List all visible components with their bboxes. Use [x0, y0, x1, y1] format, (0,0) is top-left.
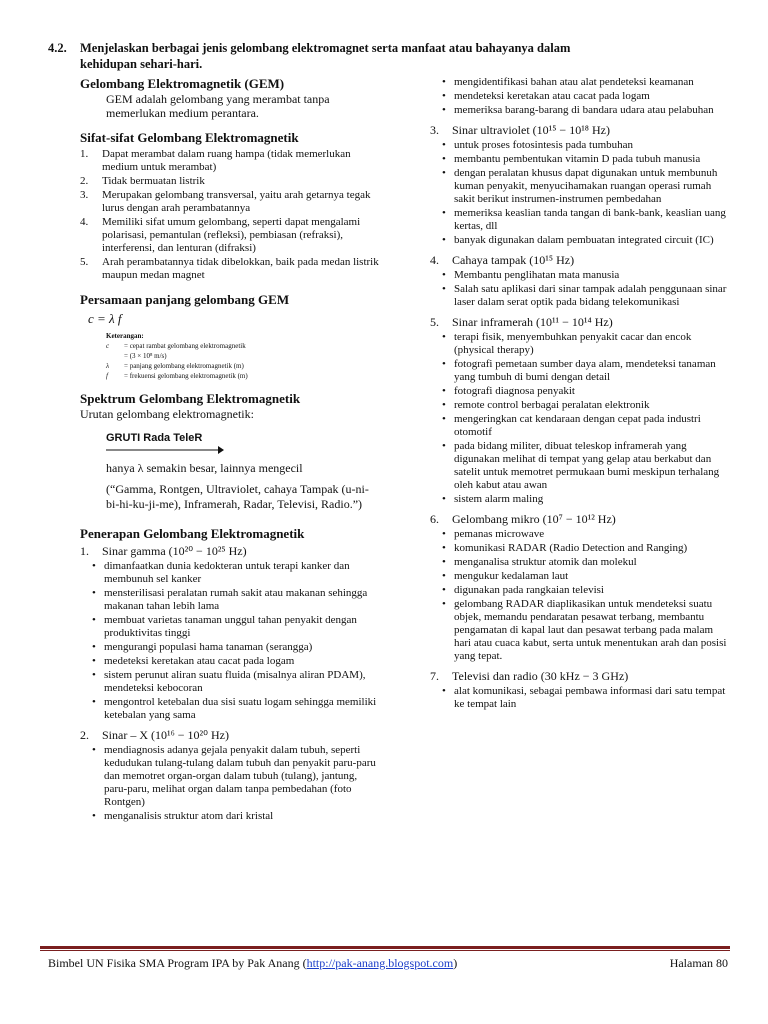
list-item: • pada bidang militer, dibuat teleskop inframerah yang digunakan melihat di tempat yang gelap atau berkabut dan satelit untuk memotret permukaan bumi meskipun terhalang oleh kabut atau awan — [430, 440, 730, 492]
list-item: • memeriksa barang-barang di bandara udara atau pelabuhan — [430, 104, 730, 117]
keterangan-row: = (3 × 10⁸ m/s) — [124, 352, 167, 360]
list-item: 2. Tidak bermuatan listrik — [80, 175, 205, 187]
list-item: • menganalisa struktur atomik dan molekul — [430, 556, 730, 569]
list-item: • mengeringkan cat kendaraan dengan cepat pada industri otomotif — [430, 413, 730, 439]
list-item: • banyak digunakan dalam pembuatan integrated circuit (IC) — [430, 234, 730, 247]
list-item: • mengidentifikasi bahan atau alat pendeteksi keamanan — [430, 76, 730, 89]
list-item: • mengontrol ketebalan dua sisi suatu logam sehingga memiliki ketebalan yang sama — [80, 696, 380, 722]
footer — [48, 955, 728, 971]
list-item: 1. Dapat merambat dalam ruang hampa (tidak memerlukan medium untuk merambat) — [80, 148, 351, 173]
list-item: • Membantu penglihatan mata manusia — [430, 269, 730, 282]
keterangan-row: λ = panjang gelombang elektromagnetik (m) — [106, 362, 244, 370]
list-item: • gelombang RADAR diaplikasikan untuk mendeteksi suatu objek, memandu pendaratan pesawat terbang, membantu pengamatan di kapal laut dan pesawat terbang pada malam hari atau cuaca kabut, serta untuk menentukan arah dan posisi yang tepat. — [430, 598, 730, 663]
inframerah-list — [430, 331, 730, 506]
list-item: • fotografi pemetaan sumber daya alam, mendeteksi tanaman yang tumbuh di bumi dengan detail — [430, 358, 730, 384]
spektrum-heading: Spektrum Gelombang Elektromagnetik — [80, 391, 301, 406]
sifat-heading: Sifat-sifat Gelombang Elektromagnetik — [80, 130, 299, 145]
list-item: 5. Arah perambatannya tidak dibelokkan, baik pada medan listrik maupun medan magnet — [80, 256, 379, 281]
list-item: • untuk proses fotosintesis pada tumbuhan — [430, 139, 730, 152]
keterangan-row: f = frekuensi gelombang elektromagnetik (m) — [106, 372, 248, 380]
section-number: 4.2. — [48, 41, 67, 55]
footer-rule-thin — [40, 950, 730, 951]
list-item: • sistem alarm maling — [430, 493, 730, 506]
penerapan-heading: Penerapan Gelombang Elektromagnetik — [80, 526, 305, 541]
spektrum-note: hanya λ semakin besar, lainnya mengecil — [106, 461, 303, 475]
list-item: • mendiagnosis adanya gejala penyakit dalam tubuh, seperti kedudukan tulang-tulang dalam tubuh dan penyakit paru-paru dan memotret organ-organ dalam tubuh (tulang), jantung, paru-paru, melihat organ dalam tanpa pembedahan (foto Rontgen) — [80, 744, 380, 809]
spektrum-intro: Urutan gelombang elektromagnetik: — [80, 407, 254, 421]
list-item: • dengan peralatan khusus dapat digunakan untuk membunuh kuman penyakit, menyucihamakan ruangan operasi rumah sakit berikut instrumen-instrumen pembedahan — [430, 167, 730, 206]
gem-definition: GEM adalah gelombang yang merambat tanpa memerlukan medium perantara. — [106, 92, 330, 120]
list-item: • mensterilisasi peralatan rumah sakit atau makanan sehingga makanan tahan lebih lama — [80, 587, 380, 613]
footer-link[interactable]: http://pak-anang.blogspot.com — [306, 956, 454, 970]
cahaya-tampak-list — [430, 269, 730, 309]
right-column — [430, 76, 730, 712]
list-item: • mendeteksi keretakan atau cacat pada logam — [430, 90, 730, 103]
list-item: • memeriksa keaslian tanda tangan di bank-bank, keaslian uang kertas, dll — [430, 207, 730, 233]
list-item: • mengurangi populasi hama tanaman (serangga) — [80, 641, 380, 654]
keterangan-row: c = cepat rambat gelombang elektromagnetik — [106, 342, 246, 350]
footer-text: Bimbel UN Fisika SMA Program IPA by Pak Anang ( — [48, 956, 307, 970]
xray-continued-list — [430, 76, 730, 117]
gelombang-mikro-list — [430, 528, 730, 663]
page-number: Halaman 80 — [669, 956, 728, 970]
list-item: 3. Merupakan gelombang transversal, yaitu arah getarnya tegak lurus dengan arah perambatannya — [80, 189, 371, 214]
list-item: • mengukur kedalaman laut — [430, 570, 730, 583]
footer-rule — [40, 946, 730, 949]
section-title — [48, 40, 728, 72]
penerapan-item-gelombang-mikro: 6. Gelombang mikro (10⁷ − 10¹² Hz) — [430, 512, 616, 526]
section-title-line1: Menjelaskan berbagai jenis gelombang elektromagnet serta manfaat atau bahayanya dalam — [80, 41, 571, 55]
persamaan-heading: Persamaan panjang gelombang GEM — [80, 292, 290, 307]
spektrum-mnemonic: GRUTI Rada TeleR — [106, 432, 203, 444]
penerapan-item-inframerah: 5. Sinar inframerah (10¹¹ − 10¹⁴ Hz) — [430, 315, 613, 329]
list-item: • pemanas microwave — [430, 528, 730, 541]
televisi-radio-list — [430, 685, 730, 711]
list-item: • fotografi diagnosa penyakit — [430, 385, 730, 398]
keterangan — [106, 331, 380, 381]
section-title-line2: kehidupan sehari-hari. — [80, 57, 203, 71]
gem-heading: Gelombang Elektromagnetik (GEM) — [80, 76, 285, 91]
list-item: • membuat varietas tanaman unggul tahan penyakit dengan produktivitas tinggi — [80, 614, 380, 640]
gamma-list — [80, 560, 380, 722]
list-item: • medeteksi keretakan atau cacat pada logam — [80, 655, 380, 668]
penerapan-item-ultraviolet: 3. Sinar ultraviolet (10¹⁵ − 10¹⁸ Hz) — [430, 123, 610, 137]
list-item: • menganalisis struktur atom dari kristal — [80, 810, 380, 823]
list-item: • sistem perunut aliran suatu fluida (misalnya aliran PDAM), mendeteksi kebocoran — [80, 669, 380, 695]
penerapan-item-cahaya-tampak: 4. Cahaya tampak (10¹⁵ Hz) — [430, 253, 575, 267]
footer-text-end: ) — [453, 956, 458, 970]
spektrum-explain: (“Gamma, Rontgen, Ultraviolet, cahaya Tampak (u-ni-bi-hi-ku-ji-me), Inframerah, Radar, Televisi, Radio.”) — [106, 482, 369, 511]
ultraviolet-list — [430, 139, 730, 247]
list-item: • alat komunikasi, sebagai pembawa informasi dari satu tempat ke tempat lain — [430, 685, 730, 711]
left-column — [80, 76, 380, 824]
penerapan-item-xray: 2. Sinar – X (10¹⁶ − 10²⁰ Hz) — [80, 728, 229, 742]
spektrum-arrow — [106, 445, 224, 455]
list-item: • dimanfaatkan dunia kedokteran untuk terapi kanker dan membunuh sel kanker — [80, 560, 380, 586]
list-item: • terapi fisik, menyembuhkan penyakit cacar dan encok (physical therapy) — [430, 331, 730, 357]
list-item: 4. Memiliki sifat umum gelombang, seperti dapat mengalami polarisasi, pemantulan (refleksi), pembiasan (refraksi), interferensi, dan lenturan (difraksi) — [80, 216, 361, 254]
penerapan-item-gamma: 1. Sinar gamma (10²⁰ − 10²⁵ Hz) — [80, 544, 247, 558]
list-item: • remote control berbagai peralatan elektronik — [430, 399, 730, 412]
list-item: • membantu pembentukan vitamin D pada tubuh manusia — [430, 153, 730, 166]
formula: c = λ f — [88, 311, 122, 326]
sifat-list — [80, 148, 380, 282]
xray-list — [80, 744, 380, 823]
list-item: • Salah satu aplikasi dari sinar tampak adalah penggunaan sinar laser dalam serat optik pada bidang telekomunikasi — [430, 283, 730, 309]
penerapan-item-televisi-radio: 7. Televisi dan radio (30 kHz − 3 GHz) — [430, 669, 629, 683]
list-item: • digunakan pada rangkaian televisi — [430, 584, 730, 597]
list-item: • komunikasi RADAR (Radio Detection and Ranging) — [430, 542, 730, 555]
keterangan-label: Keterangan: — [106, 332, 144, 340]
